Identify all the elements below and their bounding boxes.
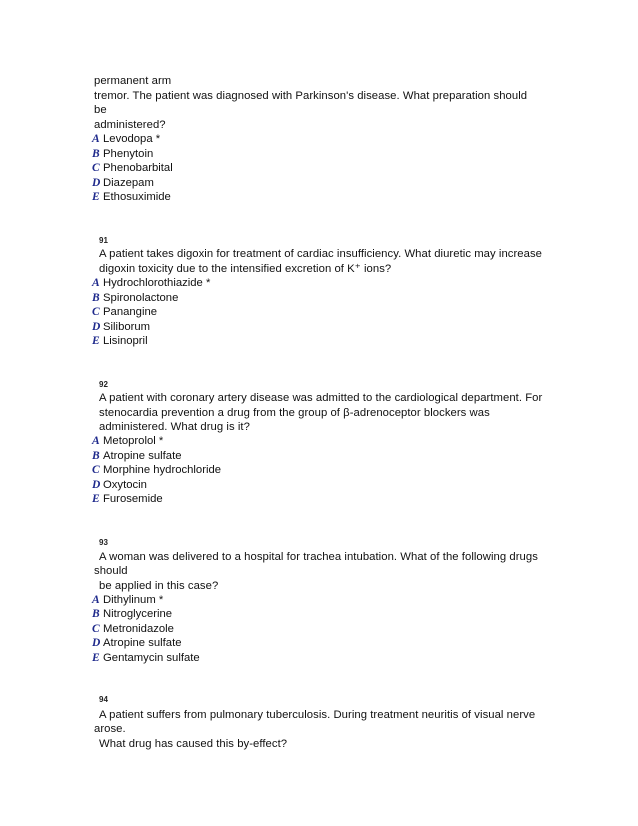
option-text: Spironolactone [103, 292, 179, 304]
question-text-line: A patient suffers from pulmonary tuberculosis. During treatment neuritis of visual nerve [99, 709, 536, 721]
option-text: Atropine sulfate [103, 637, 182, 649]
question-text-line: arose. [94, 723, 126, 735]
option-letter: A [92, 594, 100, 606]
answer-option-d [92, 636, 182, 650]
option-letter: A [92, 277, 100, 289]
option-letter: A [92, 133, 100, 145]
option-text: Oxytocin [103, 479, 147, 491]
question-text-line: permanent arm [94, 75, 172, 87]
option-text: Hydrochlorothiazide * [103, 277, 211, 289]
question-number: 93 [99, 538, 108, 547]
option-text: Gentamycin sulfate [103, 652, 200, 664]
option-text: Metoprolol * [103, 435, 164, 447]
answer-option-b [92, 147, 153, 161]
question-text-line: administered? [94, 119, 166, 131]
answer-option-e [92, 190, 171, 204]
question-number: 94 [99, 695, 108, 704]
answer-option-a [92, 132, 160, 146]
option-text: Morphine hydrochloride [103, 464, 222, 476]
option-text: Levodopa * [103, 133, 161, 145]
option-letter: B [92, 608, 100, 620]
question-text-line: A patient with coronary artery disease was admitted to the cardiological department. For [99, 392, 543, 404]
option-letter: E [92, 191, 100, 203]
answer-option-d [92, 176, 154, 190]
answer-option-c [92, 305, 157, 319]
question-number: 92 [99, 380, 108, 389]
question-text-line: A woman was delivered to a hospital for trachea intubation. What of the following drugs [99, 551, 538, 563]
answer-option-e [92, 651, 200, 665]
question-text-line: administered. What drug is it? [99, 421, 250, 433]
option-letter: B [92, 292, 100, 304]
answer-option-a [92, 276, 210, 290]
option-letter: B [92, 148, 100, 160]
option-text: Furosemide [103, 493, 163, 505]
answer-option-a [92, 434, 163, 448]
option-text: Siliborum [103, 321, 151, 333]
answer-option-c [92, 622, 174, 636]
answer-option-c [92, 463, 221, 477]
option-text: Atropine sulfate [103, 450, 182, 462]
option-letter: C [92, 464, 100, 476]
answer-option-a [92, 593, 163, 607]
option-letter: C [92, 306, 100, 318]
question-text-line: be applied in this case? [99, 580, 219, 592]
option-text: Phenobarbital [103, 162, 173, 174]
answer-option-e [92, 334, 148, 348]
option-letter: C [92, 623, 100, 635]
option-letter: D [92, 479, 101, 491]
question-text-line: stenocardia prevention a drug from the group of β-adrenoceptor blockers was [99, 407, 490, 419]
answer-option-b [92, 291, 178, 305]
option-letter: E [92, 335, 100, 347]
option-text: Phenytoin [103, 148, 154, 160]
option-text: Panangine [103, 306, 158, 318]
option-letter: D [92, 321, 101, 333]
question-number: 91 [99, 236, 108, 245]
option-letter: D [92, 637, 101, 649]
option-text: Dithylinum * [103, 594, 164, 606]
answer-option-e [92, 492, 163, 506]
question-text-line: What drug has caused this by-effect? [99, 738, 288, 750]
option-text: Nitroglycerine [103, 608, 173, 620]
question-text-line: be [94, 104, 107, 116]
option-text: Metronidazole [103, 623, 174, 635]
option-text: Lisinopril [103, 335, 148, 347]
option-letter: D [92, 177, 101, 189]
option-text: Ethosuximide [103, 191, 171, 203]
answer-option-d [92, 478, 147, 492]
question-text-line: digoxin toxicity due to the intensified excretion of K⁺ ions? [99, 263, 392, 275]
option-letter: C [92, 162, 100, 174]
answer-option-c [92, 161, 173, 175]
option-letter: B [92, 450, 100, 462]
answer-option-d [92, 320, 150, 334]
question-text-line: A patient takes digoxin for treatment of cardiac insufficiency. What diuretic may increase [99, 248, 542, 260]
option-letter: E [92, 493, 100, 505]
answer-option-b [92, 607, 172, 621]
question-text-line: should [94, 565, 128, 577]
question-text-line: tremor. The patient was diagnosed with Parkinson's disease. What preparation should [94, 90, 528, 102]
option-text: Diazepam [103, 177, 154, 189]
option-letter: E [92, 652, 100, 664]
answer-option-b [92, 449, 182, 463]
option-letter: A [92, 435, 100, 447]
